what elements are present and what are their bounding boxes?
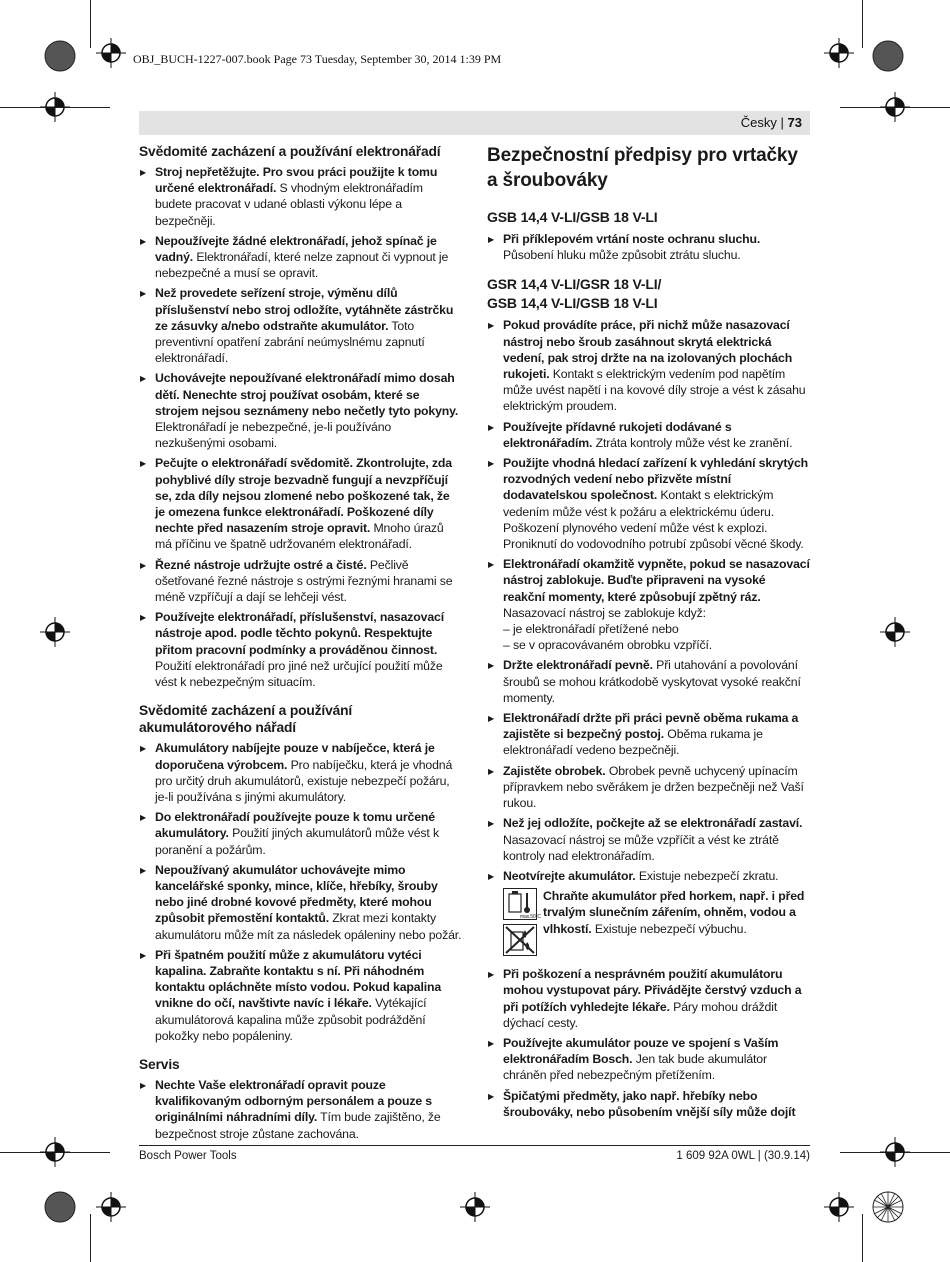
item-text: Použití elektronářadí pro jiné než určující použití může vést k nebezpečným situacím.: [155, 658, 443, 690]
item-text: Tím bude zajištěno, že bezpečnost stroje zůstane zachována.: [155, 1110, 441, 1141]
item-text: Toto preventivní opatření zabrání neúmyslnému zapnutí elektronářadí.: [155, 318, 425, 366]
item-text: Působení hluku může způsobit ztrátu sluchu.: [503, 248, 741, 263]
list-item: [487, 868, 810, 884]
right-column: [487, 143, 810, 1124]
registration-target-icon: [824, 38, 854, 68]
header-language: Česky: [740, 115, 777, 130]
item-text: Pro nabíječku, která je vhodná pro určitý druh akumulátorů, existuje nebezpečí požáru, je-li používána s jinými akumulátory.: [155, 757, 453, 804]
item-text: S vhodným elektronářadím budete pracovat v udané oblasti výkonu lépe a bezpečněji.: [155, 181, 423, 228]
item-text: Zkrat mezi kontakty akumulátoru může mít za následek opáleniny nebo požár.: [155, 911, 462, 942]
list-item: [487, 1035, 810, 1084]
item-text: Obrobek pevně uchycený upínacím přípravkem nebo svěrákem je držen bezpečněji než Vaší rukou.: [503, 763, 804, 811]
dash-line: – se v opracovávaném obrobku vzpříčí.: [503, 638, 713, 653]
item-bold-text: Používejte přídavné rukojeti dodávané s elektronářadím.: [503, 419, 732, 450]
item-text: Při utahování a povolování šroubů se mohou krátkodobě vyskytovat vysoké reakční momenty.: [503, 658, 801, 705]
page-header: [139, 111, 810, 135]
item-text: Vytékající akumulátorová kapalina může způsobit podráždění pokožky nebo popáleniny.: [155, 996, 427, 1043]
item-text: Páry mohou dráždit dýchací cesty.: [503, 999, 778, 1030]
item-text: Mnoho úrazů má příčinu ve špatně udržovaném elektronářadí.: [155, 521, 444, 552]
item-text: Elektronářadí je nebezpečné, je-li používáno nezkušenými osobami.: [155, 420, 392, 451]
item-text: Použití jiných akumulátorů může vést k poranění a požárům.: [155, 826, 439, 857]
item-text: Nasazovací nástroj se může vzpříčit a vést ke ztrátě kontroly nad elektronářadím.: [503, 832, 779, 863]
list-item: [139, 1077, 462, 1142]
list-item: [487, 966, 810, 1031]
list-item: [139, 947, 462, 1044]
dash-line: – je elektronářadí přetížené nebo: [503, 622, 679, 637]
item-bold-text: Při špatném použití může z akumulátoru vytéci kapalina. Zabraňte kontaktu s ní. Při náhodném kontaktu opláchněte místo vodou. Pokud kapalina vnikne do očí, navštivte navíc i lékaře.: [155, 947, 442, 1011]
list-item: [487, 1088, 810, 1120]
item-text: Kontakt s elektrickým vedením může vést k požáru a elektrickému úderu. Poškození plynového vedení může vést k explozi. Proniknutí do vodovodního potrubí způsobí věcné škody.: [503, 488, 804, 552]
list-item: [139, 809, 462, 858]
icon-label: max.50°C: [520, 914, 541, 921]
crop-mark: [90, 1214, 91, 1262]
color-bar-icon: [872, 40, 904, 72]
item-text: Existuje nebezpečí výbuchu.: [591, 921, 747, 936]
registration-target-icon: [824, 1192, 854, 1222]
item-bold-text: Nechte Vaše elektronářadí opravit pouze kvalifikovaným odborným personálem a pouze s originálními náhradními díly.: [155, 1077, 432, 1125]
item-text: Existuje nebezpečí zkratu.: [635, 868, 779, 883]
item-bold-text: Špičatými předměty, jako např. hřebíky nebo šroubováky, nebo působením vnější síly může dojít: [503, 1088, 796, 1119]
model-title-line: GSR 14,4 V-LI/GSR 18 V-LI/: [487, 276, 662, 293]
list-item: [487, 455, 810, 552]
model-title: [487, 275, 810, 313]
bullet-list: [487, 231, 810, 263]
item-text: Elektronářadí, které nelze zapnout či vypnout je nebezpečné a musí se opravit.: [155, 250, 449, 281]
item-bold-text: Nepoužívaný akumulátor uchovávejte mimo kancelářské sponky, mince, klíče, hřebíky, šrouby nebo jiné drobné kovové předměty, které mohou způsobit přemostění kontaktů.: [155, 862, 438, 926]
item-bold-text: Pokud provádíte práce, při nichž může nasazovací nástroj nebo šroub zasáhnout skrytá elektrická vedení, pak stroj držte na na izolovaných plochách rukojeti.: [503, 318, 793, 382]
item-bold-text: Než jej odložíte, počkejte až se elektronářadí zastaví.: [503, 816, 803, 831]
item-bold-text: Řezné nástroje udržujte ostré a čisté.: [155, 557, 367, 572]
list-item: [139, 740, 462, 805]
item-bold-text: Nepoužívejte žádné elektronářadí, jehož spínač je vadný.: [155, 233, 437, 265]
list-item: [487, 419, 810, 451]
item-bold-text: Zajistěte obrobek.: [503, 763, 606, 778]
list-item: [139, 233, 462, 282]
model-title-line: GSB 14,4 V-LI/GSB 18 V-LI: [487, 295, 658, 312]
warning-icons: [503, 888, 541, 956]
item-bold-text: Používejte akumulátor pouze ve spojení s Vaším elektronářadím Bosch.: [503, 1035, 779, 1067]
warning-icon-note: [503, 888, 810, 956]
item-bold-text: Chraňte akumulátor před horkem, např. i před trvalým slunečním zářením, ohněm, vodou a vlhkostí.: [543, 889, 805, 936]
starburst-icon: [872, 1191, 904, 1223]
item-bold-text: Držte elektronářadí pevně.: [503, 658, 653, 673]
registration-target-icon: [40, 617, 70, 647]
header-separator: |: [776, 115, 788, 130]
bullet-list: [139, 164, 462, 690]
bullet-list: [487, 317, 810, 552]
list-item: [487, 763, 810, 812]
item-text: Kontakt s elektrickým vedením pod napětím může uvést napětí i na kovové díly stroje a vést k zásahu elektrickým proudem.: [503, 367, 806, 414]
footer-doc-number: 1 609 92A 0WL | (30.9.14): [676, 1150, 810, 1162]
list-item: [487, 815, 810, 864]
bullet-list: [139, 740, 462, 1044]
item-text: Nasazovací nástroj se zablokuje když:: [503, 605, 706, 620]
item-bold-text: Při příklepovém vrtání noste ochranu sluchu.: [503, 232, 761, 246]
list-item: [139, 557, 462, 606]
page-number: 73: [787, 115, 802, 130]
list-item: [139, 455, 462, 552]
item-bold-text: Než provedete seřízení stroje, výměnu dílů příslušenství nebo stroj odložíte, vytáhněte zástrčku ze zásuvky a/nebo odstraňte akumulátor.: [155, 286, 454, 333]
list-item: [139, 370, 462, 451]
color-bar-icon: [44, 1191, 76, 1223]
list-item: [139, 164, 462, 229]
list-item: [487, 657, 810, 706]
list-item: [487, 556, 810, 653]
crop-mark: [862, 0, 863, 48]
list-item: [139, 609, 462, 690]
item-bold-text: Elektronářadí držte při práci pevně oběma rukama a zajistěte si bezpečný postoj.: [503, 711, 799, 742]
bullet-list: [139, 1077, 462, 1142]
registration-target-icon: [880, 617, 910, 647]
color-bar-icon: [44, 40, 76, 72]
footer-rule: [139, 1145, 810, 1146]
item-text: Ztráta kontroly může vést ke zranění.: [592, 435, 793, 450]
icon-note-text: [543, 888, 810, 956]
item-bold-text: Pečujte o elektronářadí svědomitě. Zkontrolujte, zda pohyblivé díly stroje bezvadně fungují a nevzpříčují se, zda díly nejsou zlomené nebo poškozené tak, že je omezena funkce elektronářadí. Poškozené díly nechte před nasazením stroje opravit.: [155, 456, 452, 536]
item-bold-text: Akumulátory nabíjejte pouze v nabíječce, která je doporučena výrobcem.: [155, 741, 435, 772]
bullet-list: [487, 657, 810, 884]
no-water-fire-icon: [503, 924, 537, 956]
main-title: Bezpečnostní předpisy pro vrtačky a šroubováky: [487, 145, 798, 191]
registration-target-icon: [40, 92, 70, 122]
item-bold-text: Při poškození a nesprávném použití akumulátoru mohou vystupovat páry. Přivádějte čerstvý vzduch a při potížích vyhledejte lékaře.: [503, 967, 802, 1014]
section-title: Svědomité zacházení a používání akumulátorového nářadí: [139, 703, 353, 736]
footer-brand: Bosch Power Tools: [139, 1150, 237, 1162]
model-title: GSB 14,4 V-LI/GSB 18 V-LI: [487, 209, 658, 225]
section-title: Svědomité zacházení a používání elektronářadí: [139, 144, 441, 159]
registration-target-icon: [40, 1137, 70, 1167]
list-item: [139, 862, 462, 943]
item-text: Pečlivě ošetřované řezné nástroje s ostrými řeznými hranami se méně vzpříčují a dají se lehčeji vést.: [155, 557, 453, 605]
section-title: Servis: [139, 1056, 180, 1072]
registration-target-icon: [460, 1192, 490, 1222]
crop-mark: [862, 1214, 863, 1262]
item-text: Oběma rukama je elektronářadí vedeno bezpečněji.: [503, 727, 763, 758]
list-item: [139, 285, 462, 366]
max-temperature-icon: [503, 888, 541, 921]
item-bold-text: Používejte elektronářadí, příslušenství, nasazovací nástroje apod. podle těchto pokynů. Respektujte přitom pracovní podmínky a prováděnou činnost.: [155, 610, 444, 657]
item-text: Jen tak bude akumulátor chráněn před nebezpečným přetížením.: [503, 1052, 767, 1083]
print-info: OBJ_BUCH-1227-007.book Page 73 Tuesday, September 30, 2014 1:39 PM: [133, 52, 502, 66]
item-bold-text: Uchovávejte nepoužívané elektronářadí mimo dosah dětí. Nenechte stroj používat osobám, které se strojem nejsou seznámeny nebo nečetly tyto pokyny.: [155, 371, 459, 418]
item-bold-text: Do elektronářadí používejte pouze k tomu určené akumulátory.: [155, 810, 435, 841]
bullet-list: [487, 966, 810, 1120]
list-item: [487, 710, 810, 759]
page-header-text: [741, 115, 802, 130]
item-bold-text: Použijte vhodná hledací zařízení k vyhledání skrytých rozvodných vedení nebo přizvěte místní dodavatelskou společnost.: [503, 456, 809, 503]
list-item: [487, 231, 810, 263]
item-bold-text: Elektronářadí okamžitě vypněte, pokud se nasazovací nástroj zablokuje. Buďte připraveni na vysoké reakční momenty, které způsobují zpětný ráz.: [503, 557, 810, 604]
registration-target-icon: [880, 1137, 910, 1167]
list-item: [487, 317, 810, 414]
item-bold-text: Stroj nepřetěžujte. Pro svou práci použijte k tomu určené elektronářadí.: [155, 165, 438, 196]
registration-target-icon: [96, 1192, 126, 1222]
left-column: [139, 143, 462, 1146]
registration-target-icon: [96, 38, 126, 68]
crop-mark: [90, 0, 91, 48]
registration-target-icon: [880, 92, 910, 122]
item-bold-text: Neotvírejte akumulátor.: [503, 868, 636, 883]
